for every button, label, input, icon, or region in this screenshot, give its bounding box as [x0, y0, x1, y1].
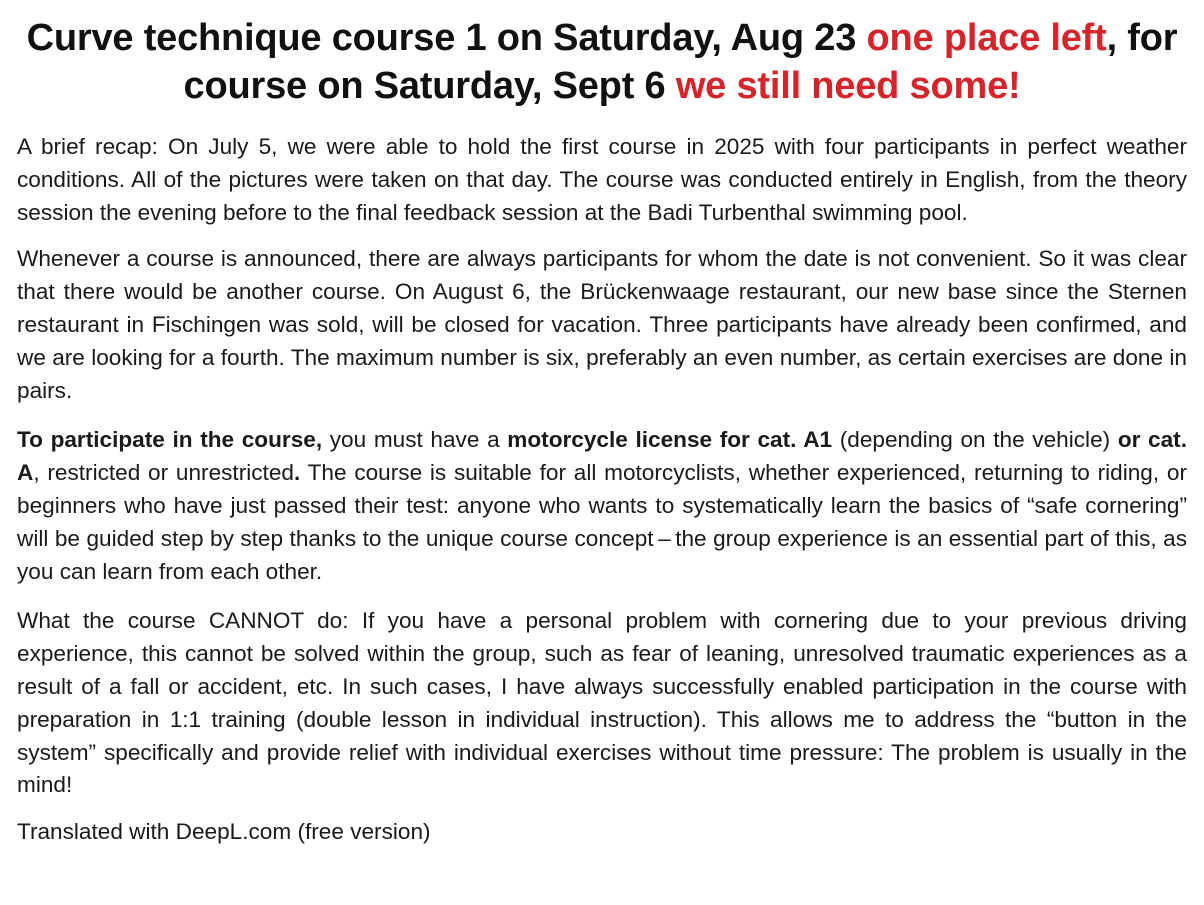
- headline-part-1: Curve technique course 1 on Saturday, Aug 23: [26, 17, 867, 59]
- participate-text-3: , restricted or unrestricted: [33, 460, 294, 486]
- paragraph-announcement: Whenever a course is announced, there are always participants for whom the date is not convenient. So it was clear that there would be another course. On August 6, the Brückenwaage restaurant, our new base since the Sternen restaurant in Fischingen was sold, will be closed for vacation. Three participants have already been confirmed, and we are looking for a fourth. The maximum number is six, preferably an even number, as certain exercises are done in pairs.: [17, 246, 1187, 403]
- participate-text-4: The course is suitable for all motorcyclists, whether experienced, returning to riding, or beginners who have just passed their test: anyone who wants to systematically learn the basics of “safe cornering” will be guided step by step thanks to the unique course concept – the group experience is an essential part of this, as you can learn from each other.: [17, 460, 1187, 584]
- participate-bold-cat-a: or cat. A: [17, 427, 1187, 486]
- paragraph-recap: A brief recap: On July 5, we were able to hold the first course in 2025 with four participants in perfect weather conditions. All of the pictures were taken on that day. The course was conducted entirely in English, from the theory session the evening before to the final feedback session at the Badi Turbenthal swimming pool.: [17, 134, 1187, 225]
- participate-text-1: you must have a: [322, 427, 508, 453]
- participate-text-2: (depending on the vehicle): [832, 427, 1118, 453]
- headline: [17, 14, 1187, 110]
- participate-bold-period: .: [293, 460, 301, 486]
- headline-part-2: , for course on Saturday, Sept 6: [183, 17, 1178, 107]
- paragraph-participation: [17, 424, 1187, 588]
- headline-one-place-left: one place left: [866, 17, 1107, 59]
- paragraph-course-cannot: What the course CANNOT do: If you have a personal problem with cornering due to your previous driving experience, this cannot be solved within the group, such as fear of leaning, unresolved traumatic experiences as a result of a fall or accident, etc. In such cases, I have always successfully enabled participation in the course with preparation in 1:1 training (double lesson in individual instruction). This allows me to address the “button in the system” specifically and provide relief with individual exercises without time pressure: The problem is usually in the mind!: [17, 608, 1187, 798]
- translation-note: Translated with DeepL.com (free version): [17, 819, 431, 845]
- participate-bold-intro: To participate in the course,: [17, 427, 323, 453]
- participate-bold-license-a1: motorcycle license for cat. A1: [507, 427, 833, 453]
- headline-still-need-some: we still need some!: [675, 65, 1021, 107]
